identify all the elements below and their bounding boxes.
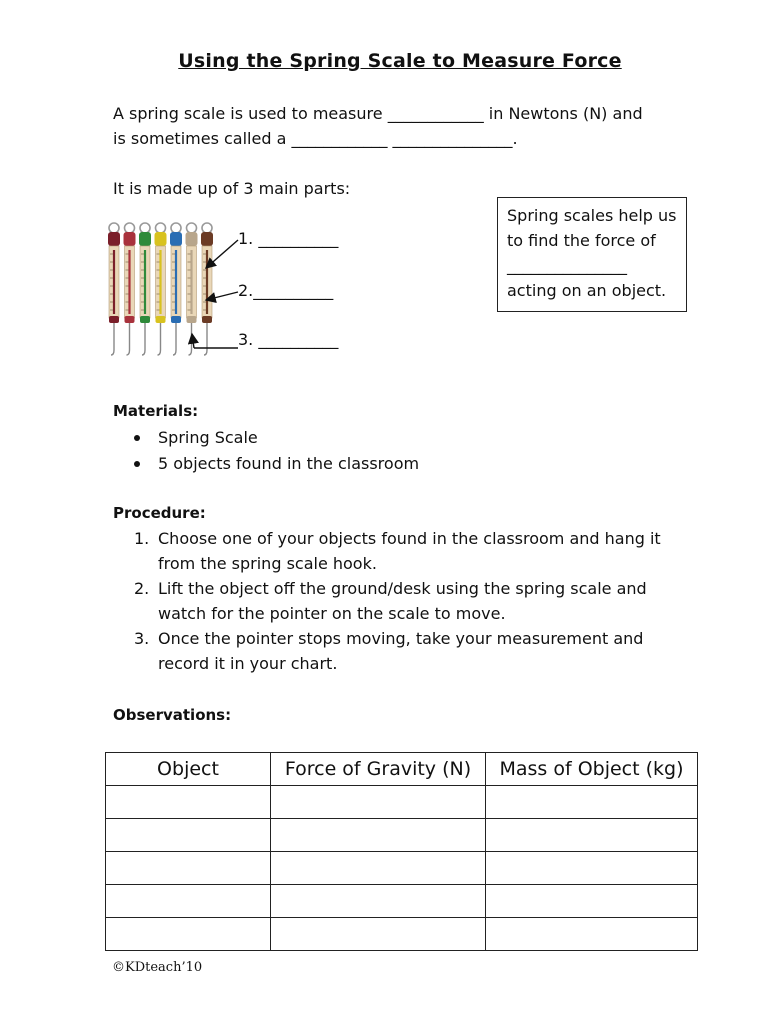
scale-bottom-cap [140,316,150,323]
callout-line-2: to find the force of [507,231,656,250]
scale-ring [109,223,119,233]
observations-heading: Observations: [113,706,232,724]
step-number: 1. [134,529,150,548]
step-text: Lift the object off the ground/desk using the spring scale and watch for the pointer on the scale to move. [158,579,647,623]
table-cell[interactable] [106,918,271,951]
scale-ring [156,223,166,233]
arrow-2 [206,292,238,300]
table-cell[interactable] [271,885,486,918]
scale-hook [142,350,145,355]
part-label-3: 3. __________ [238,330,339,349]
scale-cap [124,232,136,246]
part-label-2: 2.__________ [238,281,334,300]
table-cell[interactable] [271,918,486,951]
table-row [106,819,698,852]
scale-hook [127,350,130,355]
scale-cap [108,232,120,246]
step-number: 3. [134,629,150,648]
callout-line-4: acting on an object. [507,281,667,300]
table-row [106,918,698,951]
page-title: Using the Spring Scale to Measure Force [178,50,622,72]
table-row [106,852,698,885]
table-cell[interactable] [106,786,271,819]
callout-line-3: _______________ [507,256,627,275]
scale-bottom-cap [156,316,166,323]
table-cell[interactable] [486,786,698,819]
column-header-object: Object [106,753,271,786]
parts-heading: It is made up of 3 main parts: [113,179,351,198]
scale-bottom-cap [109,316,119,323]
table-row [106,885,698,918]
materials-list [134,425,419,477]
arrow-3-tip [192,334,194,348]
part-label-1: 1. __________ [238,229,339,248]
procedure-heading: Procedure: [113,504,206,522]
column-header-mass: Mass of Object (kg) [486,753,698,786]
procedure-step [134,526,694,576]
copyright-footer: ©KDteach’10 [112,960,203,975]
table-cell[interactable] [271,819,486,852]
intro-paragraph [113,101,713,151]
table-cell[interactable] [486,885,698,918]
procedure-list [134,526,694,676]
materials-item: 5 objects found in the classroom [134,451,419,477]
scale-cap [155,232,167,246]
table-row [106,786,698,819]
scale-hook [158,350,161,355]
table-cell[interactable] [486,819,698,852]
step-text: Once the pointer stops moving, take your measurement and record it in your chart. [158,629,644,673]
procedure-step [134,576,694,626]
scale-bottom-cap [125,316,135,323]
intro-line-2: is sometimes called a ____________ _______________. [113,129,518,148]
table-cell[interactable] [271,786,486,819]
callout-line-1: Spring scales help us [507,206,677,225]
step-text: Choose one of your objects found in the classroom and hang it from the spring scale hook. [158,529,661,573]
column-header-force: Force of Gravity (N) [271,753,486,786]
table-header-row [106,753,698,786]
step-number: 2. [134,579,150,598]
scale-ring [140,223,150,233]
table-cell[interactable] [486,852,698,885]
callout-box [497,197,687,312]
scale-hook [111,350,114,355]
scale-ring [125,223,135,233]
table-cell[interactable] [106,852,271,885]
observations-table [105,752,698,951]
table-cell[interactable] [106,885,271,918]
arrow-1 [206,240,238,268]
materials-item: Spring Scale [134,425,419,451]
table-cell[interactable] [106,819,271,852]
table-cell[interactable] [271,852,486,885]
materials-heading: Materials: [113,402,199,420]
scale-hook [173,350,176,355]
procedure-step [134,626,694,676]
intro-line-1: A spring scale is used to measure ____________ in Newtons (N) and [113,104,643,123]
table-cell[interactable] [486,918,698,951]
scale-cap [139,232,151,246]
